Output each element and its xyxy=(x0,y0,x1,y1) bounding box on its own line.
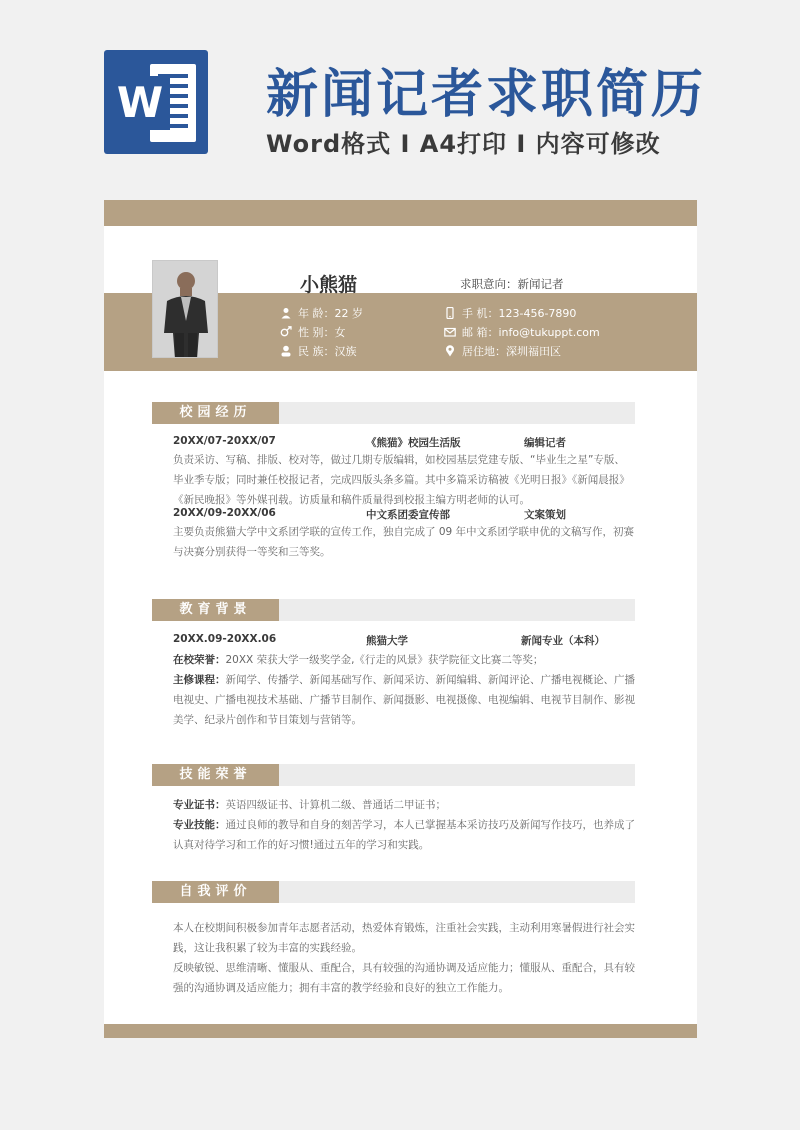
mail-icon xyxy=(444,326,456,338)
user-pin-icon xyxy=(280,345,292,357)
info-address: 居住地：深圳福田区 xyxy=(444,343,561,359)
section-campus-header xyxy=(152,402,635,424)
bottom-band xyxy=(104,1024,697,1038)
top-band xyxy=(104,200,697,226)
word-logo-icon xyxy=(104,50,208,154)
location-icon xyxy=(444,345,456,357)
profile-photo xyxy=(152,260,218,358)
section-self-title: 自我评价 xyxy=(152,881,279,903)
section-education-title: 教育背景 xyxy=(152,599,279,621)
phone-icon xyxy=(444,307,456,319)
education-header: 20XX.09-20XX.06 熊猫大学 新闻专业（本科） xyxy=(173,633,605,647)
info-age: 年 龄：22 岁 xyxy=(280,305,363,321)
skills-detail: 专业技能：通过良师的教导和自身的刻苦学习，本人已掌握基本采访技巧及新闻写作技巧，也养成了认真对待学习和工作的好习惯!通过五年的学习和实践。 xyxy=(173,819,635,851)
candidate-name: 小熊猫 xyxy=(300,274,358,296)
skills-cert: 专业证书：英语四级证书、计算机二级、普通话二甲证书； xyxy=(173,799,446,811)
info-ethnicity: 民 族：汉族 xyxy=(280,343,357,359)
campus-entry-2-desc: 主要负责熊猫大学中文系团学联的宣传工作，独自完成了 09 年中文系团学联申优的文稿写作，初赛与决赛分别获得一等奖和三等奖。 xyxy=(173,526,635,558)
section-education-header xyxy=(152,599,635,621)
self-eval-p2: 反映敏锐、思维清晰、懂服从、重配合，具有较强的沟通协调及适应能力；懂服从、重配合，具有较强的沟通协调及适应能力；拥有丰富的教学经验和良好的独立工作能力。 xyxy=(173,962,635,994)
person-icon xyxy=(280,307,292,319)
banner-title: 新闻记者求职简历 xyxy=(266,65,707,125)
info-phone: 手 机：123-456-7890 xyxy=(444,305,576,321)
section-skills-title: 技能荣誉 xyxy=(152,764,279,786)
banner-subtitle: Word格式 I A4打印 I 内容可修改 xyxy=(266,130,661,158)
campus-entry-2-header: 20XX/09-20XX/06 中文系团委宣传部 文案策划 xyxy=(173,507,566,521)
gender-icon xyxy=(280,326,292,338)
education-courses: 主修课程：新闻学、传播学、新闻基础写作、新闻采访、新闻编辑、新闻评论、广播电视概论、广播电视史、广播电视技术基础、广播节目制作、新闻摄影、电视摄像、电视编辑、电视节目制作、影视美学、纪录片创作和节目策划与营销等。 xyxy=(173,674,635,726)
education-honor: 在校荣誉：20XX 荣获大学一级奖学金,《行走的风景》获学院征文比赛二等奖； xyxy=(173,654,544,666)
info-email: 邮 箱：info@tukuppt.com xyxy=(444,324,600,340)
section-skills-header xyxy=(152,764,635,786)
job-intent: 求职意向：新闻记者 xyxy=(460,277,564,291)
section-campus-title: 校园经历 xyxy=(152,402,279,424)
campus-entry-1-desc: 负责采访、写稿、排版、校对等，做过几期专版编辑，如校园基层党建专版、“毕业生之星”专版、毕业季专版；同时兼任校报记者，完成四版头条多篇。其中多篇采访稿被《光明日报》《新闻晨报》《新民晚报》等外媒刊载。访质量和稿件质量得到校报主编方明老师的认可。 xyxy=(173,454,630,506)
campus-entry-1-header: 20XX/07-20XX/07 《熊猫》校园生活版 编辑记者 xyxy=(173,435,566,449)
section-self-header xyxy=(152,881,635,903)
info-gender: 性 别：女 xyxy=(280,324,346,340)
word-letter: W xyxy=(110,76,170,130)
self-eval-p1: 本人在校期间积极参加青年志愿者活动，热爱体育锻炼，注重社会实践，主动利用寒暑假进行社会实践，这让我积累了较为丰富的实践经验。 xyxy=(173,922,635,954)
resume-page xyxy=(104,200,697,1038)
